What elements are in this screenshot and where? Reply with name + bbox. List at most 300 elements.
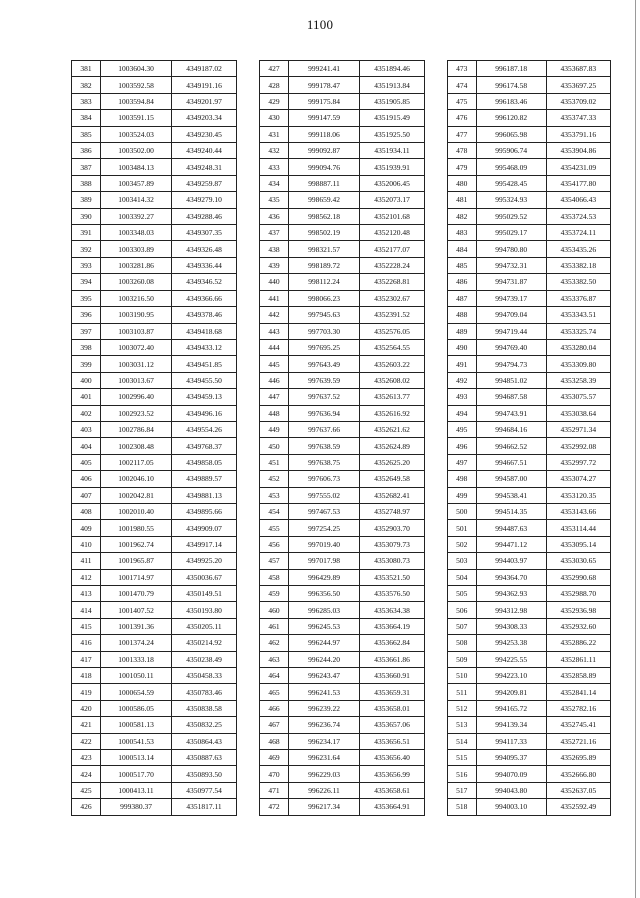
y-coordinate: 4352936.98 (546, 602, 610, 618)
table-row (260, 684, 425, 700)
y-coordinate: 4353325.74 (546, 323, 610, 339)
point-number: 497 (448, 454, 477, 470)
x-coordinate: 997638.59 (289, 438, 360, 454)
y-coordinate: 4352637.05 (546, 782, 610, 798)
y-coordinate: 4353659.31 (360, 684, 425, 700)
y-coordinate: 4352782.16 (546, 700, 610, 716)
table-row (260, 602, 425, 618)
y-coordinate: 4353661.86 (360, 651, 425, 667)
x-coordinate: 1003457.89 (101, 175, 172, 191)
x-coordinate: 1003281.86 (101, 257, 172, 273)
x-coordinate: 1002996.40 (101, 389, 172, 405)
x-coordinate: 1001714.97 (101, 569, 172, 585)
point-number: 458 (260, 569, 289, 585)
y-coordinate: 4349288.46 (172, 208, 237, 224)
table-row (260, 799, 425, 815)
point-number: 465 (260, 684, 289, 700)
y-coordinate: 4352391.52 (360, 307, 425, 323)
x-coordinate: 997555.02 (289, 487, 360, 503)
table-row (448, 536, 611, 552)
x-coordinate: 994587.00 (476, 471, 546, 487)
y-coordinate: 4351925.50 (360, 126, 425, 142)
x-coordinate: 994662.52 (476, 438, 546, 454)
point-number: 481 (448, 192, 477, 208)
y-coordinate: 4353075.57 (546, 389, 610, 405)
y-coordinate: 4352228.24 (360, 257, 425, 273)
y-coordinate: 4353074.27 (546, 471, 610, 487)
x-coordinate: 998887.11 (289, 175, 360, 191)
x-coordinate: 995468.09 (476, 159, 546, 175)
table-row (448, 225, 611, 241)
y-coordinate: 4352695.89 (546, 750, 610, 766)
x-coordinate: 996356.50 (289, 586, 360, 602)
x-coordinate: 997019.40 (289, 536, 360, 552)
point-number: 403 (72, 421, 101, 437)
table-row (72, 651, 237, 667)
x-coordinate: 994312.98 (476, 602, 546, 618)
point-number: 412 (72, 569, 101, 585)
table-row (448, 438, 611, 454)
table-row (260, 717, 425, 733)
y-coordinate: 4352603.22 (360, 356, 425, 372)
y-coordinate: 4353382.18 (546, 257, 610, 273)
x-coordinate: 996239.22 (289, 700, 360, 716)
point-number: 514 (448, 733, 477, 749)
point-number: 472 (260, 799, 289, 815)
table-row (260, 651, 425, 667)
y-coordinate: 4353576.50 (360, 586, 425, 602)
y-coordinate: 4353376.87 (546, 290, 610, 306)
y-coordinate: 4353114.44 (546, 520, 610, 536)
table-row (72, 733, 237, 749)
point-number: 433 (260, 159, 289, 175)
x-coordinate: 1002010.40 (101, 503, 172, 519)
y-coordinate: 4350977.54 (172, 782, 237, 798)
x-coordinate: 1003103.87 (101, 323, 172, 339)
x-coordinate: 997695.25 (289, 339, 360, 355)
point-number: 423 (72, 750, 101, 766)
y-coordinate: 4349240.44 (172, 143, 237, 159)
table-row (448, 77, 611, 93)
point-number: 418 (72, 668, 101, 684)
y-coordinate: 4353709.02 (546, 93, 610, 109)
y-coordinate: 4353664.91 (360, 799, 425, 815)
table-row (260, 110, 425, 126)
point-number: 381 (72, 61, 101, 77)
table-row (260, 208, 425, 224)
x-coordinate: 999094.76 (289, 159, 360, 175)
table-row (448, 126, 611, 142)
point-number: 506 (448, 602, 477, 618)
y-coordinate: 4353280.04 (546, 339, 610, 355)
point-number: 515 (448, 750, 477, 766)
x-coordinate: 999380.37 (101, 799, 172, 815)
x-coordinate: 994732.31 (476, 257, 546, 273)
point-number: 391 (72, 225, 101, 241)
y-coordinate: 4354177.80 (546, 175, 610, 191)
x-coordinate: 995324.93 (476, 192, 546, 208)
point-number: 430 (260, 110, 289, 126)
table-row (72, 471, 237, 487)
x-coordinate: 1003303.89 (101, 241, 172, 257)
x-coordinate: 997643.49 (289, 356, 360, 372)
point-number: 399 (72, 356, 101, 372)
point-number: 402 (72, 405, 101, 421)
point-number: 463 (260, 651, 289, 667)
x-coordinate: 1001374.24 (101, 635, 172, 651)
x-coordinate: 994487.63 (476, 520, 546, 536)
y-coordinate: 4352990.68 (546, 569, 610, 585)
point-number: 421 (72, 717, 101, 733)
point-number: 397 (72, 323, 101, 339)
y-coordinate: 4352177.07 (360, 241, 425, 257)
x-coordinate: 994667.51 (476, 454, 546, 470)
y-coordinate: 4352971.34 (546, 421, 610, 437)
x-coordinate: 994471.12 (476, 536, 546, 552)
y-coordinate: 4351934.11 (360, 143, 425, 159)
point-number: 507 (448, 618, 477, 634)
y-coordinate: 4349203.34 (172, 110, 237, 126)
table-row (72, 257, 237, 273)
x-coordinate: 997254.25 (289, 520, 360, 536)
point-number: 395 (72, 290, 101, 306)
x-coordinate: 994780.80 (476, 241, 546, 257)
y-coordinate: 4353658.01 (360, 700, 425, 716)
table-row (448, 192, 611, 208)
x-coordinate: 1003072.40 (101, 339, 172, 355)
table-row (260, 93, 425, 109)
table-row (72, 405, 237, 421)
point-number: 415 (72, 618, 101, 634)
point-number: 469 (260, 750, 289, 766)
x-coordinate: 1003604.30 (101, 61, 172, 77)
point-number: 428 (260, 77, 289, 93)
y-coordinate: 4353143.66 (546, 503, 610, 519)
x-coordinate: 996234.17 (289, 733, 360, 749)
point-number: 443 (260, 323, 289, 339)
y-coordinate: 4353724.53 (546, 208, 610, 224)
table-row (260, 503, 425, 519)
x-coordinate: 997638.75 (289, 454, 360, 470)
table-row (260, 405, 425, 421)
table-row (448, 110, 611, 126)
x-coordinate: 998189.72 (289, 257, 360, 273)
point-number: 386 (72, 143, 101, 159)
point-number: 411 (72, 553, 101, 569)
table-row (72, 586, 237, 602)
y-coordinate: 4352666.80 (546, 766, 610, 782)
point-number: 425 (72, 782, 101, 798)
point-number: 468 (260, 733, 289, 749)
point-number: 478 (448, 143, 477, 159)
point-number: 416 (72, 635, 101, 651)
table-row (72, 536, 237, 552)
y-coordinate: 4350458.33 (172, 668, 237, 684)
y-coordinate: 4349248.31 (172, 159, 237, 175)
point-number: 502 (448, 536, 477, 552)
point-number: 518 (448, 799, 477, 815)
point-number: 476 (448, 110, 477, 126)
table-row (260, 192, 425, 208)
y-coordinate: 4349279.10 (172, 192, 237, 208)
y-coordinate: 4352101.68 (360, 208, 425, 224)
y-coordinate: 4350832.25 (172, 717, 237, 733)
point-number: 473 (448, 61, 477, 77)
point-number: 400 (72, 372, 101, 388)
table-row (448, 799, 611, 815)
table-row (448, 503, 611, 519)
x-coordinate: 1001050.11 (101, 668, 172, 684)
x-coordinate: 994684.16 (476, 421, 546, 437)
x-coordinate: 995029.52 (476, 208, 546, 224)
table-row (260, 569, 425, 585)
table-row (448, 61, 611, 77)
table-row (72, 225, 237, 241)
point-number: 394 (72, 274, 101, 290)
y-coordinate: 4349230.45 (172, 126, 237, 142)
point-number: 450 (260, 438, 289, 454)
y-coordinate: 4349459.13 (172, 389, 237, 405)
x-coordinate: 994225.55 (476, 651, 546, 667)
point-number: 513 (448, 717, 477, 733)
y-coordinate: 4350149.51 (172, 586, 237, 602)
x-coordinate: 1001407.52 (101, 602, 172, 618)
point-number: 494 (448, 405, 477, 421)
table-row (72, 61, 237, 77)
point-number: 456 (260, 536, 289, 552)
table-row (260, 553, 425, 569)
point-number: 498 (448, 471, 477, 487)
point-number: 413 (72, 586, 101, 602)
table-row (448, 307, 611, 323)
table-row (260, 750, 425, 766)
point-number: 390 (72, 208, 101, 224)
point-number: 488 (448, 307, 477, 323)
x-coordinate: 994709.04 (476, 307, 546, 323)
x-coordinate: 1001965.87 (101, 553, 172, 569)
table-row (260, 241, 425, 257)
x-coordinate: 1003013.67 (101, 372, 172, 388)
y-coordinate: 4354231.09 (546, 159, 610, 175)
x-coordinate: 1001391.36 (101, 618, 172, 634)
point-number: 438 (260, 241, 289, 257)
table-row (448, 274, 611, 290)
point-number: 440 (260, 274, 289, 290)
x-coordinate: 998562.18 (289, 208, 360, 224)
x-coordinate: 995029.17 (476, 225, 546, 241)
y-coordinate: 4349858.05 (172, 454, 237, 470)
x-coordinate: 994687.58 (476, 389, 546, 405)
point-number: 426 (72, 799, 101, 815)
y-coordinate: 4352576.05 (360, 323, 425, 339)
point-number: 393 (72, 257, 101, 273)
y-coordinate: 4352748.97 (360, 503, 425, 519)
y-coordinate: 4352932.60 (546, 618, 610, 634)
x-coordinate: 994070.09 (476, 766, 546, 782)
point-number: 436 (260, 208, 289, 224)
x-coordinate: 996065.98 (476, 126, 546, 142)
y-coordinate: 4352745.41 (546, 717, 610, 733)
y-coordinate: 4349366.66 (172, 290, 237, 306)
point-number: 445 (260, 356, 289, 372)
point-number: 474 (448, 77, 477, 93)
y-coordinate: 4349889.57 (172, 471, 237, 487)
table-row (72, 93, 237, 109)
y-coordinate: 4352624.89 (360, 438, 425, 454)
x-coordinate: 994362.93 (476, 586, 546, 602)
point-number: 422 (72, 733, 101, 749)
x-coordinate: 999092.87 (289, 143, 360, 159)
y-coordinate: 4352613.77 (360, 389, 425, 405)
table-row (72, 175, 237, 191)
x-coordinate: 994253.38 (476, 635, 546, 651)
y-coordinate: 4349259.87 (172, 175, 237, 191)
point-number: 408 (72, 503, 101, 519)
y-coordinate: 4351894.46 (360, 61, 425, 77)
y-coordinate: 4349455.50 (172, 372, 237, 388)
table-row (260, 421, 425, 437)
x-coordinate: 998321.57 (289, 241, 360, 257)
y-coordinate: 4353634.38 (360, 602, 425, 618)
table-row (448, 356, 611, 372)
y-coordinate: 4349326.48 (172, 241, 237, 257)
point-number: 398 (72, 339, 101, 355)
point-number: 503 (448, 553, 477, 569)
y-coordinate: 4353791.16 (546, 126, 610, 142)
point-number: 432 (260, 143, 289, 159)
x-coordinate: 1003348.03 (101, 225, 172, 241)
x-coordinate: 1000586.05 (101, 700, 172, 716)
point-number: 442 (260, 307, 289, 323)
y-coordinate: 4352302.67 (360, 290, 425, 306)
y-coordinate: 4352625.20 (360, 454, 425, 470)
y-coordinate: 4352268.81 (360, 274, 425, 290)
table-row (448, 421, 611, 437)
point-number: 512 (448, 700, 477, 716)
y-coordinate: 4349909.07 (172, 520, 237, 536)
point-number: 500 (448, 503, 477, 519)
point-number: 482 (448, 208, 477, 224)
y-coordinate: 4349917.14 (172, 536, 237, 552)
table-row (260, 225, 425, 241)
x-coordinate: 996244.97 (289, 635, 360, 651)
point-number: 461 (260, 618, 289, 634)
point-number: 382 (72, 77, 101, 93)
table-row (448, 257, 611, 273)
table-row (72, 635, 237, 651)
point-number: 407 (72, 487, 101, 503)
x-coordinate: 999175.84 (289, 93, 360, 109)
table-row (72, 618, 237, 634)
point-number: 511 (448, 684, 477, 700)
y-coordinate: 4349881.13 (172, 487, 237, 503)
x-coordinate: 997703.30 (289, 323, 360, 339)
point-number: 434 (260, 175, 289, 191)
table-row (260, 77, 425, 93)
x-coordinate: 994739.17 (476, 290, 546, 306)
x-coordinate: 999118.06 (289, 126, 360, 142)
y-coordinate: 4351939.91 (360, 159, 425, 175)
table-row (448, 405, 611, 421)
x-coordinate: 994209.81 (476, 684, 546, 700)
point-number: 487 (448, 290, 477, 306)
table-row (72, 307, 237, 323)
table-row (448, 143, 611, 159)
table-row (72, 143, 237, 159)
table-row (260, 307, 425, 323)
table-row (260, 274, 425, 290)
x-coordinate: 994095.37 (476, 750, 546, 766)
table-row (72, 799, 237, 815)
y-coordinate: 4349418.68 (172, 323, 237, 339)
x-coordinate: 997636.94 (289, 405, 360, 421)
y-coordinate: 4350193.80 (172, 602, 237, 618)
y-coordinate: 4352992.08 (546, 438, 610, 454)
x-coordinate: 994769.40 (476, 339, 546, 355)
y-coordinate: 4350864.43 (172, 733, 237, 749)
point-number: 383 (72, 93, 101, 109)
table-row (260, 766, 425, 782)
table-row (72, 766, 237, 782)
point-number: 505 (448, 586, 477, 602)
table-row (260, 586, 425, 602)
x-coordinate: 994364.70 (476, 569, 546, 585)
y-coordinate: 4349433.12 (172, 339, 237, 355)
point-number: 387 (72, 159, 101, 175)
point-number: 464 (260, 668, 289, 684)
point-number: 510 (448, 668, 477, 684)
point-number: 460 (260, 602, 289, 618)
x-coordinate: 1003031.12 (101, 356, 172, 372)
point-number: 431 (260, 126, 289, 142)
y-coordinate: 4352564.55 (360, 339, 425, 355)
y-coordinate: 4352841.14 (546, 684, 610, 700)
x-coordinate: 994139.34 (476, 717, 546, 733)
point-number: 486 (448, 274, 477, 290)
point-number: 475 (448, 93, 477, 109)
x-coordinate: 997945.63 (289, 307, 360, 323)
x-coordinate: 1003592.58 (101, 77, 172, 93)
y-coordinate: 4350893.50 (172, 766, 237, 782)
y-coordinate: 4353904.86 (546, 143, 610, 159)
y-coordinate: 4353038.64 (546, 405, 610, 421)
x-coordinate: 997639.59 (289, 372, 360, 388)
x-coordinate: 994117.33 (476, 733, 546, 749)
x-coordinate: 1000517.70 (101, 766, 172, 782)
point-number: 495 (448, 421, 477, 437)
point-number: 406 (72, 471, 101, 487)
point-number: 454 (260, 503, 289, 519)
x-coordinate: 994043.80 (476, 782, 546, 798)
point-number: 452 (260, 471, 289, 487)
table-row (448, 700, 611, 716)
x-coordinate: 996429.89 (289, 569, 360, 585)
y-coordinate: 4350036.67 (172, 569, 237, 585)
table-row (448, 717, 611, 733)
y-coordinate: 4353120.35 (546, 487, 610, 503)
x-coordinate: 1003484.13 (101, 159, 172, 175)
table-row (448, 454, 611, 470)
x-coordinate: 1002117.05 (101, 454, 172, 470)
y-coordinate: 4353435.26 (546, 241, 610, 257)
y-coordinate: 4353660.91 (360, 668, 425, 684)
point-number: 409 (72, 520, 101, 536)
coordinate-table-3 (447, 60, 611, 816)
y-coordinate: 4353030.65 (546, 553, 610, 569)
point-number: 444 (260, 339, 289, 355)
coordinate-table-2 (259, 60, 425, 816)
y-coordinate: 4352608.02 (360, 372, 425, 388)
